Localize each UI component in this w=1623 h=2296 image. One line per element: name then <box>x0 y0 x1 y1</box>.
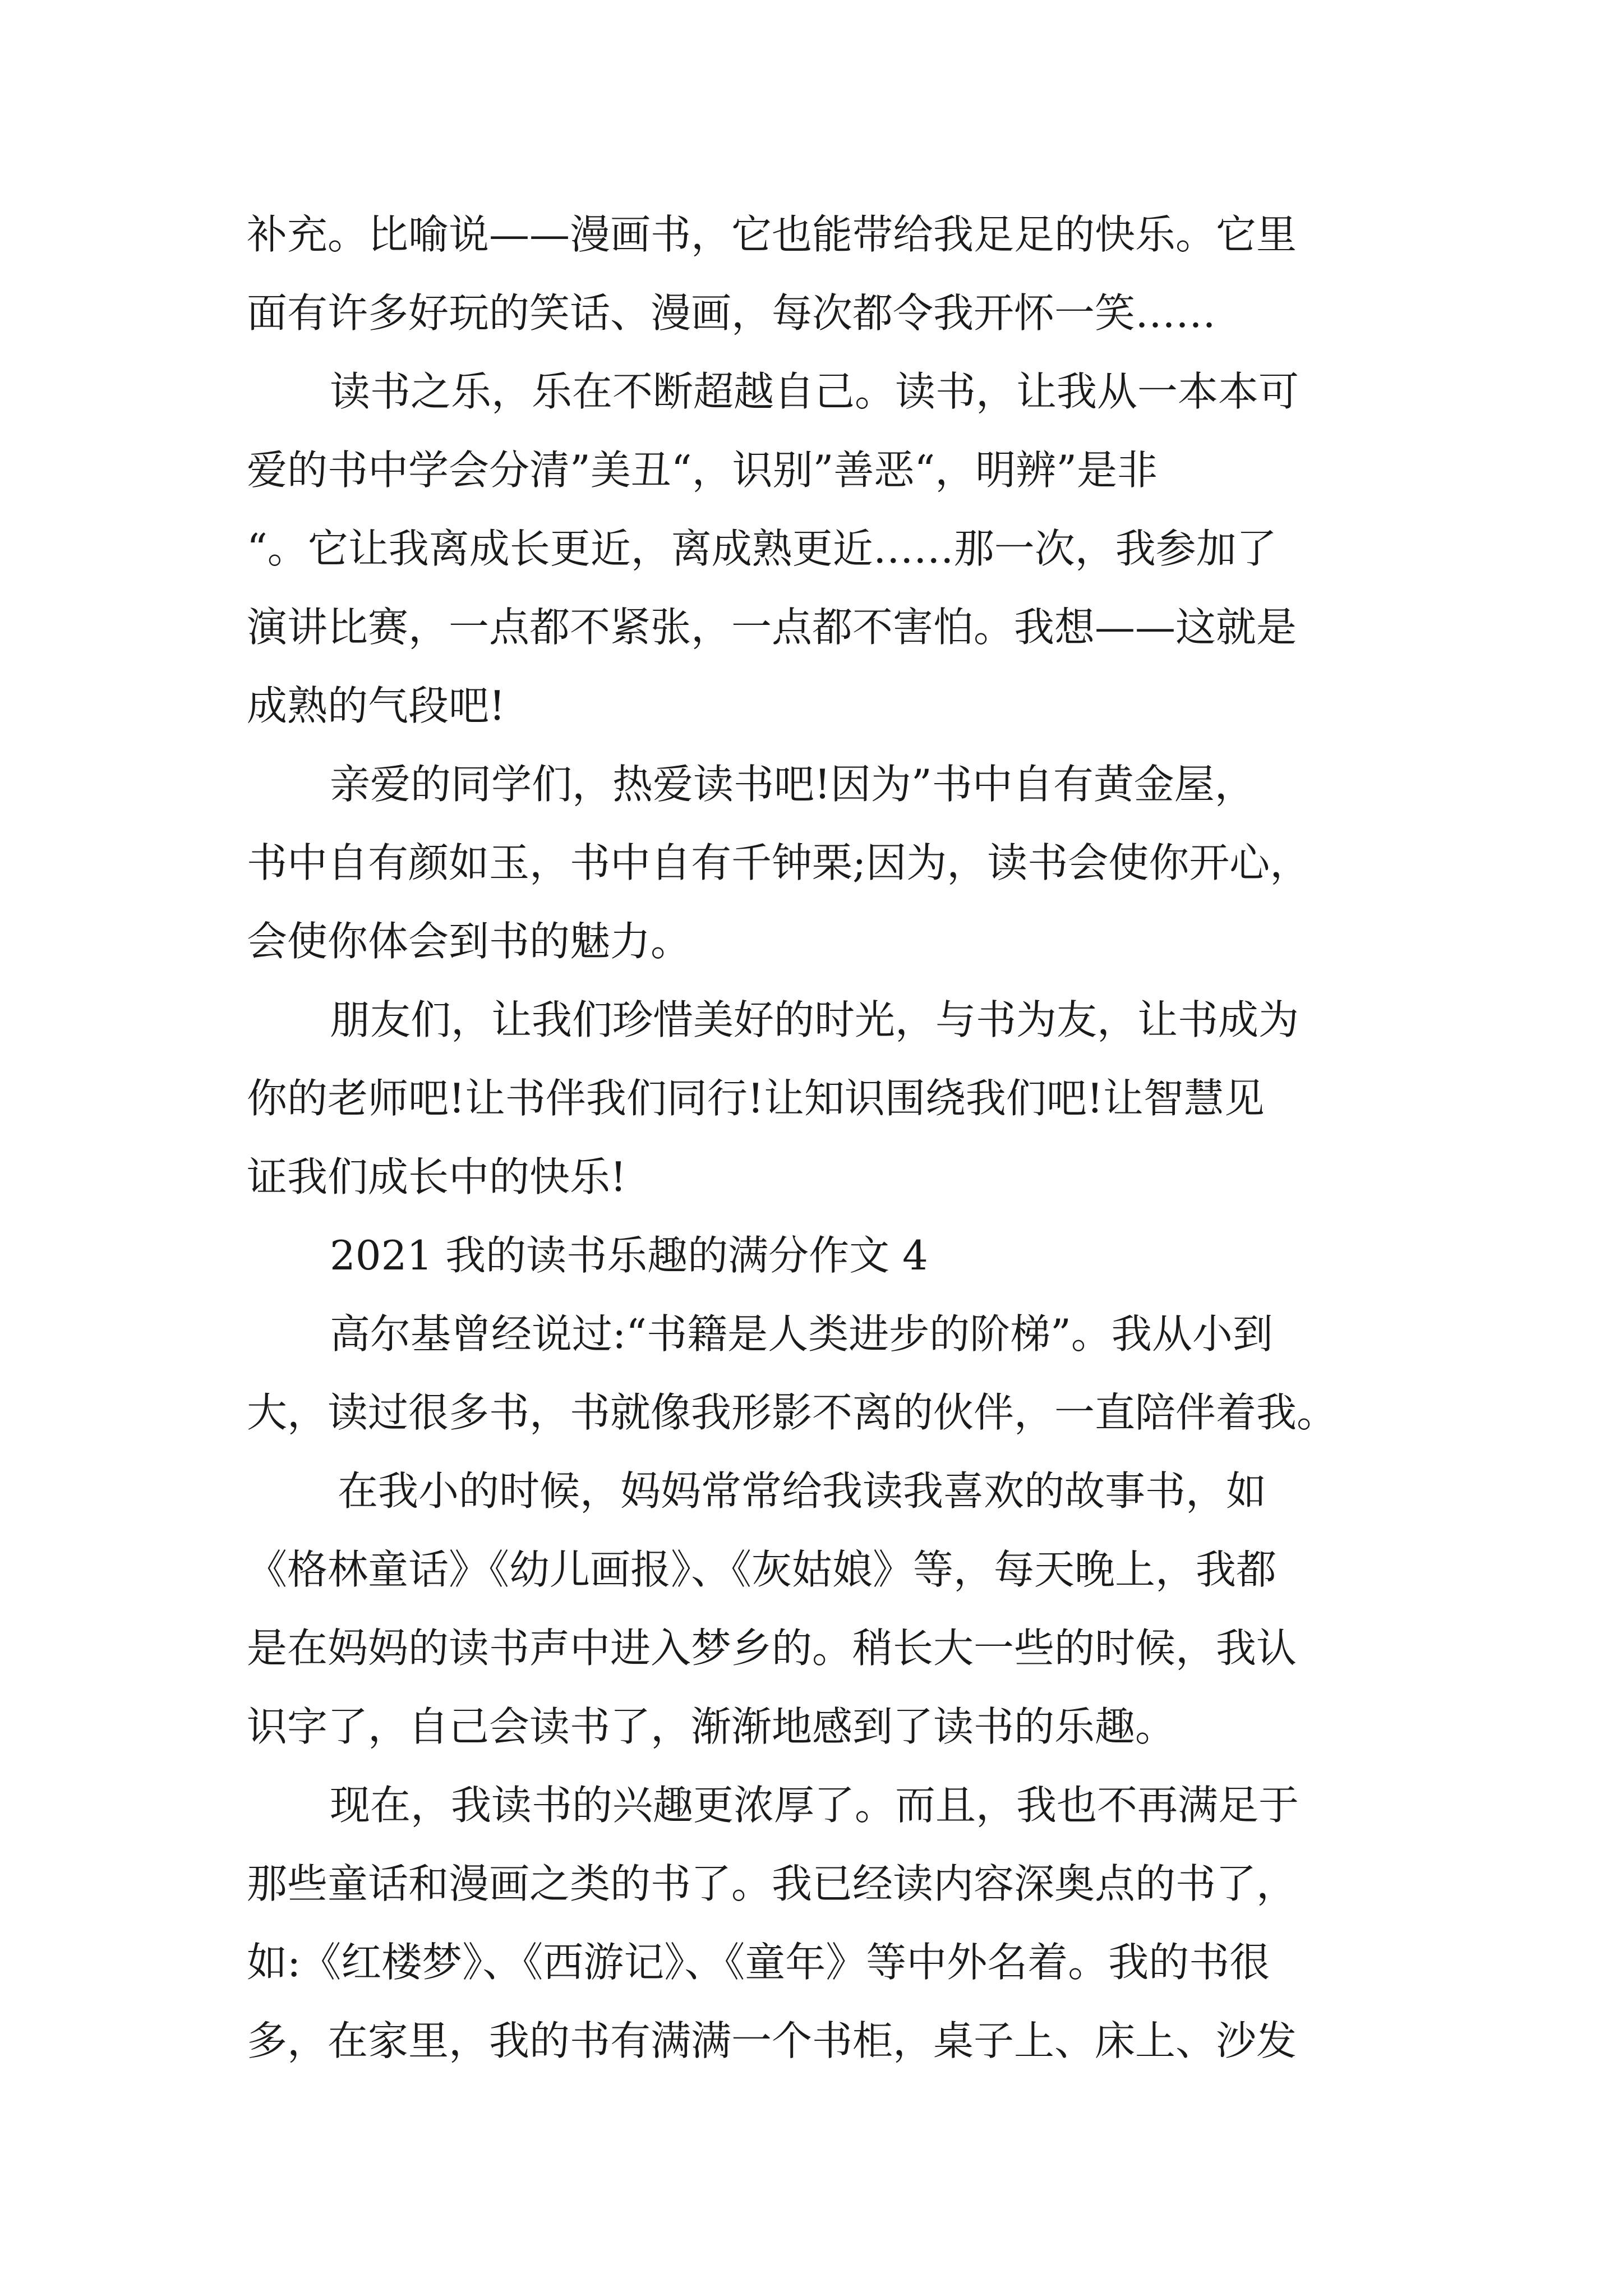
essay-text <box>247 195 1402 2080</box>
text-line: 大，读过很多书，书就像我形影不离的伙伴，一直陪伴着我。 <box>247 1389 1338 1436</box>
text-line: 如:《红楼梦》、《西游记》、《童年》等中外名着。我的书很 <box>247 1939 1270 1986</box>
text-line: 亲爱的同学们，热爱读书吧!因为”书中自有黄金屋， <box>330 761 1255 808</box>
text-line: 《格林童话》《幼儿画报》、《灰姑娘》等，每天晚上，我都 <box>247 1546 1277 1593</box>
section-heading: 2021 我的读书乐趣的满分作文 4 <box>330 1232 928 1279</box>
text-line: 书中自有颜如玉，书中自有千钟栗;因为，读书会使你开心， <box>247 839 1311 886</box>
text-line: 你的老师吧!让书伴我们同行!让知识围绕我们吧!让智慧见 <box>247 1075 1265 1122</box>
text-line: 在我小的时候，妈妈常常给我读我喜欢的故事书，如 <box>338 1467 1267 1515</box>
text-line: 是在妈妈的读书声中进入梦乡的。稍长大一些的时候，我认 <box>247 1625 1297 1672</box>
text-line: 读书之乐，乐在不断超越自己。读书，让我从一本本可 <box>330 368 1299 415</box>
text-line: 识字了，自己会读书了，渐渐地感到了读书的乐趣。 <box>247 1703 1176 1750</box>
text-line: 高尔基曾经说过:“书籍是人类进步的阶梯”。我从小到 <box>330 1310 1273 1358</box>
text-line: 面有许多好玩的笑话、漫画，每次都令我开怀一笑…… <box>247 289 1216 337</box>
text-line: 多，在家里，我的书有满满一个书柜，桌子上、床上、沙发 <box>247 2017 1297 2064</box>
text-line: “。它让我离成长更近，离成熟更近……那一次，我参加了 <box>247 525 1277 572</box>
text-line: 会使你体会到书的魅力。 <box>247 918 691 965</box>
text-line: 演讲比赛，一点都不紧张，一点都不害怕。我想——这就是 <box>247 604 1297 651</box>
text-line: 成熟的气段吧! <box>247 682 505 729</box>
text-line: 现在，我读书的兴趣更浓厚了。而且，我也不再满足于 <box>330 1782 1299 1829</box>
text-line: 补充。比喻说——漫画书，它也能带给我足足的快乐。它里 <box>247 211 1297 258</box>
text-line: 朋友们，让我们珍惜美好的时光，与书为友，让书成为 <box>330 996 1299 1043</box>
text-line: 那些童话和漫画之类的书了。我已经读内容深奥点的书了， <box>247 1860 1297 1907</box>
text-line: 爱的书中学会分清”美丑“，识别”善恶“，明辨”是非 <box>247 447 1158 494</box>
text-line: 证我们成长中的快乐! <box>247 1153 626 1200</box>
